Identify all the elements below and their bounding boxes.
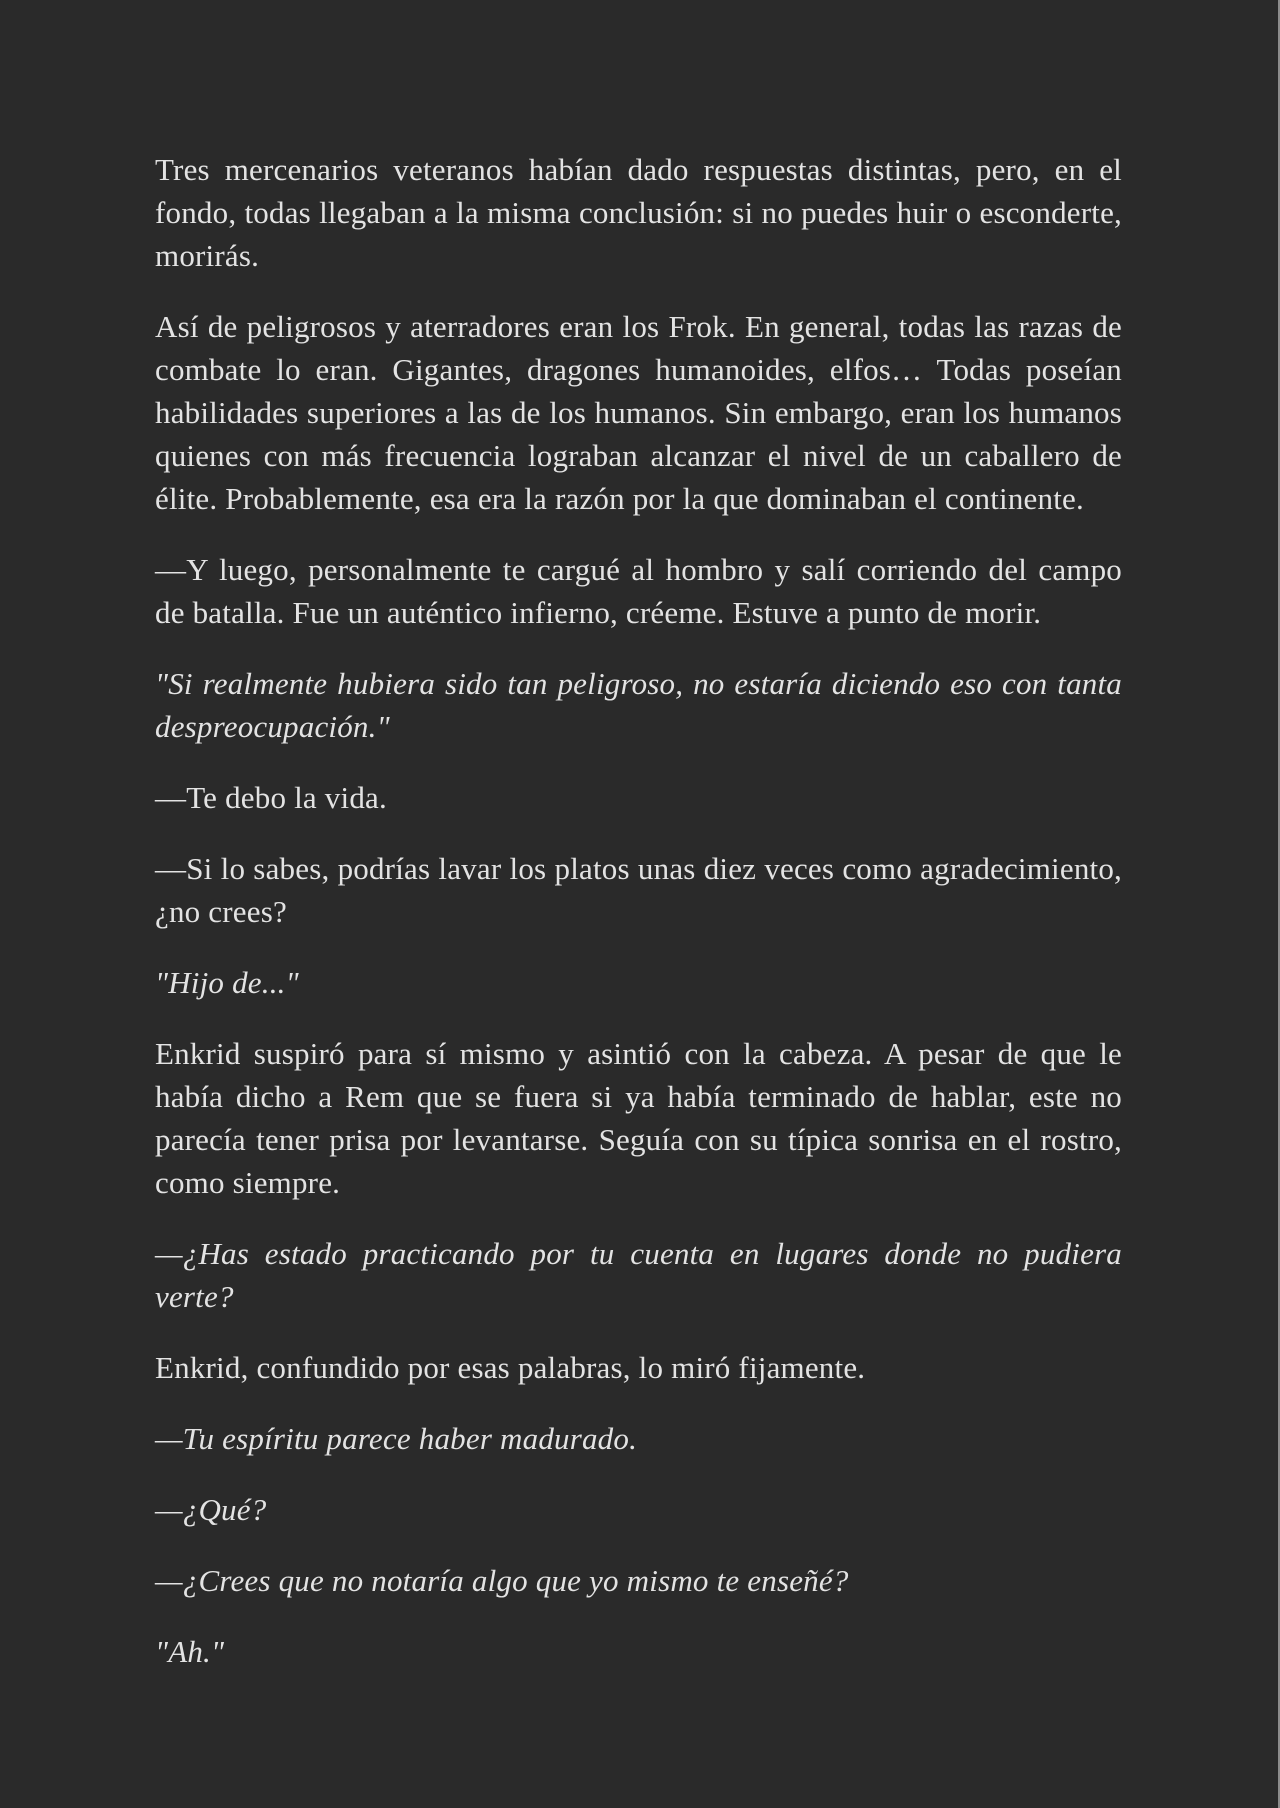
paragraph: —¿Has estado practicando por tu cuenta en lugares donde no pudiera verte? xyxy=(155,1236,1122,1314)
paragraph: Enkrid, confundido por esas palabras, lo miró fijamente. xyxy=(155,1350,866,1385)
paragraph: "Ah." xyxy=(155,1634,225,1669)
paragraph: —Tu espíritu parece haber madurado. xyxy=(155,1421,638,1456)
paragraph: —Y luego, personalmente te cargué al hombro y salí corriendo del campo de batalla. Fue un auténtico infierno, créeme. Estuve a punto de morir. xyxy=(155,552,1122,630)
paragraph: Enkrid suspiró para sí mismo y asintió con la cabeza. A pesar de que le había dicho a Rem que se fuera si ya había terminado de hablar, este no parecía tener prisa por levantarse. Seguía con su típica sonrisa en el rostro, como siempre. xyxy=(155,1036,1122,1200)
paragraph: Tres mercenarios veteranos habían dado respuestas distintas, pero, en el fondo, todas llegaban a la misma conclusión: si no puedes huir o esconderte, morirás. xyxy=(155,152,1122,273)
paragraph: "Hijo de..." xyxy=(155,965,299,1000)
paragraph: Así de peligrosos y aterradores eran los Frok. En general, todas las razas de combate lo eran. Gigantes, dragones humanoides, elfos… Todas poseían habilidades superiores a las de los humanos. Sin embargo, eran los humanos quienes con más frecuencia lograban alcanzar el nivel de un caballero de élite. Probablemente, esa era la razón por la que dominaban el continente. xyxy=(155,309,1122,516)
paragraph: —Si lo sabes, podrías lavar los platos unas diez veces como agradecimiento, ¿no crees? xyxy=(155,851,1122,929)
paragraph: "Si realmente hubiera sido tan peligroso, no estaría diciendo eso con tanta despreocupación." xyxy=(155,666,1122,744)
paragraph: —¿Crees que no notaría algo que yo mismo te enseñé? xyxy=(155,1563,849,1598)
paragraph: —Te debo la vida. xyxy=(155,780,387,815)
paragraph: —¿Qué? xyxy=(155,1492,267,1527)
